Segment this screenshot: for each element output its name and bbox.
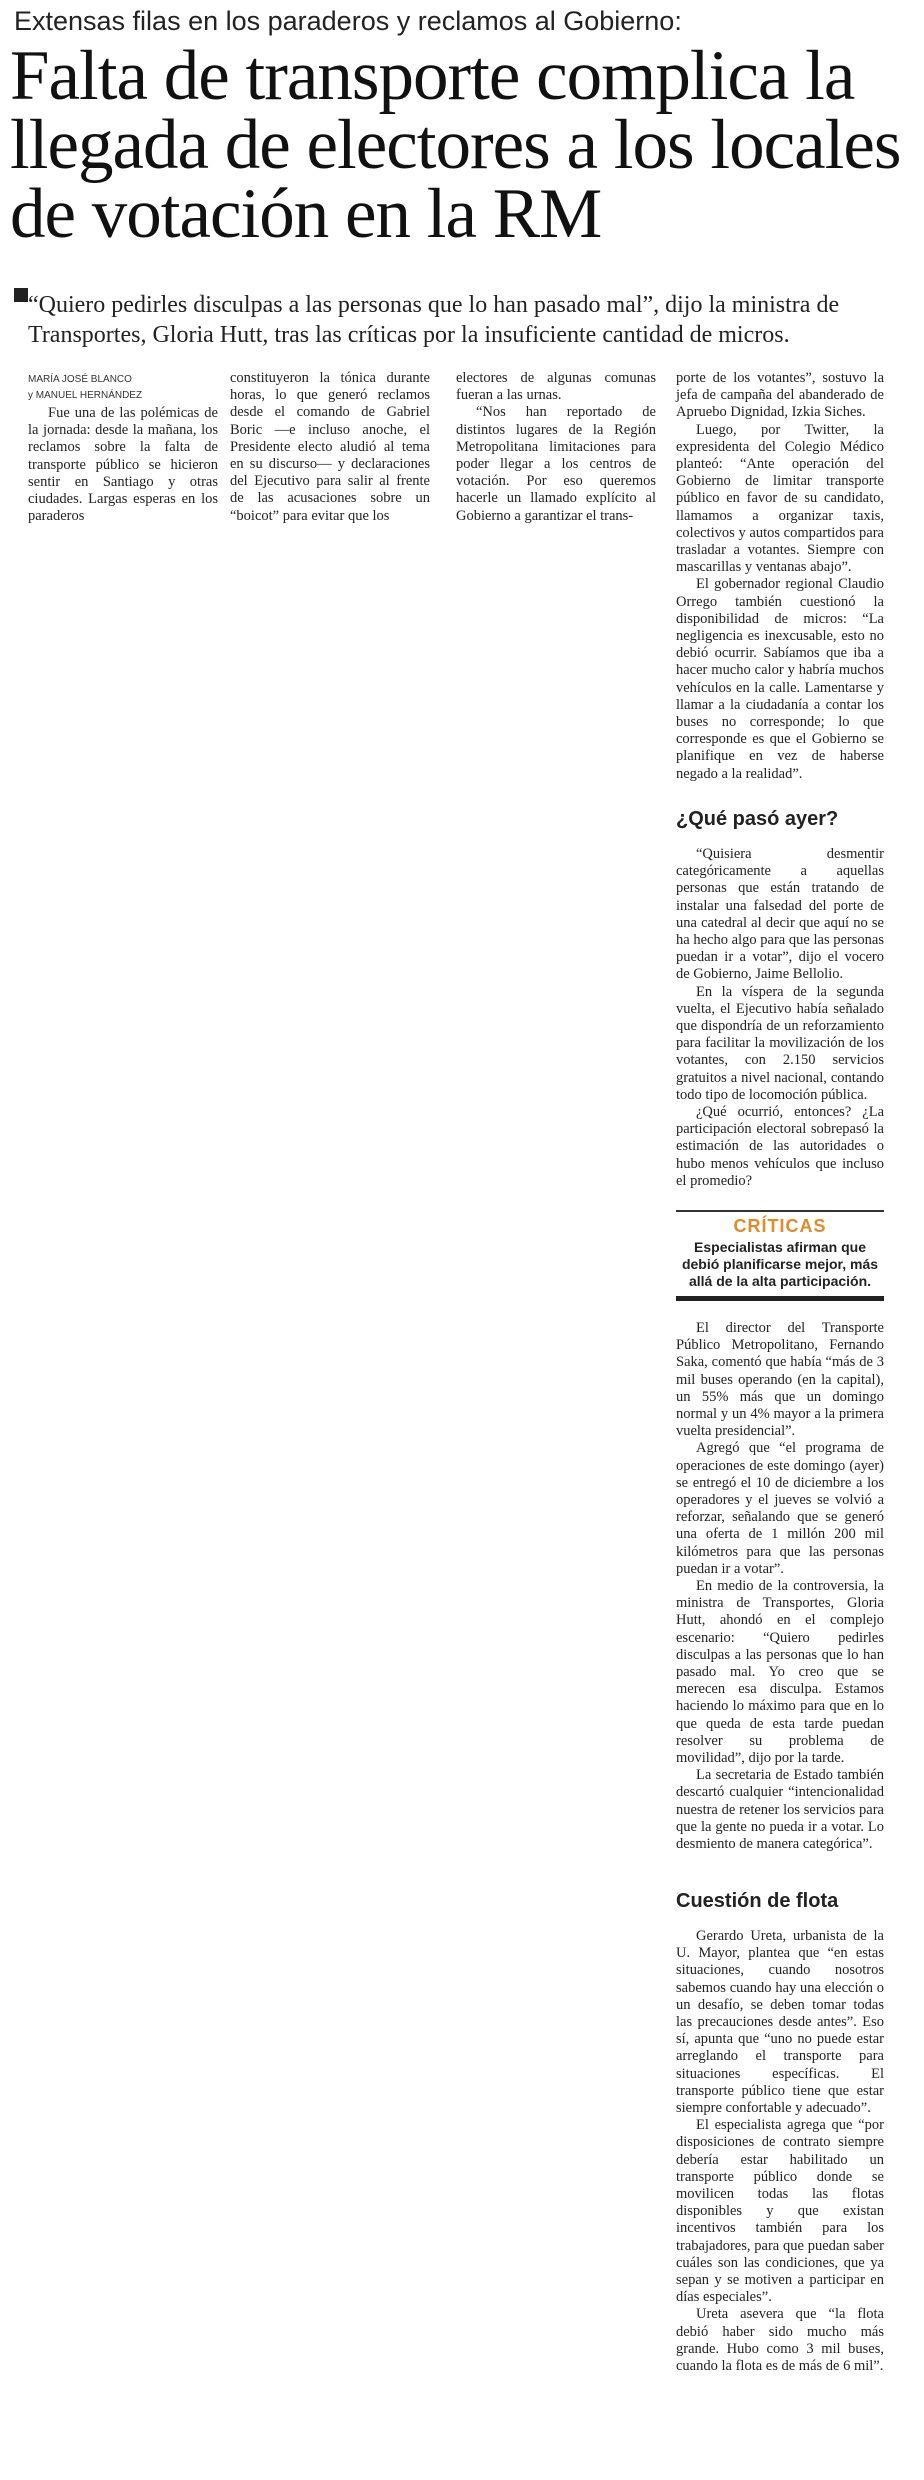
lead-quote: “Quiero pedirles disculpas a las personas que lo han pasado mal”, dijo la ministra de Transportes, Gloria Hutt, tras las críticas por la insuficiente cantidad de micros. xyxy=(28,292,840,348)
lead-bullet xyxy=(14,288,28,302)
paragraph: Agregó que “el programa de operaciones de este domingo (ayer) se entregó el 10 de diciembre a los operadores y el jueves se volvió a reforzar, señalando que se generó una oferta de 1 millón 200 mil kilómetros para que las personas puedan ir a votar”. xyxy=(676,1440,884,1577)
column-4-top xyxy=(676,370,884,783)
byline xyxy=(28,372,218,404)
box-tag: CRÍTICAS xyxy=(733,1216,827,1236)
column-4-middle xyxy=(676,846,884,1190)
paragraph: En la víspera de la segunda vuelta, el Ejecutivo había señalado que dispondría de un reforzamiento para facilitar la movilización de los votantes, con 2.150 servicios gratuitos a nivel nacional, contando todo tipo de locomoción pública. xyxy=(676,983,884,1103)
paragraph: El especialista agrega que “por disposiciones de contrato siempre debería estar habilitado un transporte público donde se movilicen todas las flotas disponibles y que existan incentivos también para los trabajadores, para que puedan saber cuáles son las condiciones, que ya sepan y se motiven a participar en días especiales”. xyxy=(676,2117,884,2306)
paragraph: constituyeron la tónica durante horas, lo que generó reclamos desde el comando de Gabriel Boric —e incluso anoche, el Presidente electo aludió al tema en su discurso— y declaraciones del Ejecutivo para salir al frente de las acusaciones sobre un “boicot” para evitar que los xyxy=(230,370,430,524)
paragraph: La secretaria de Estado también descartó cualquier “intencionalidad nuestra de retener los servicios para que la gente no pueda ir a votar. Lo desmiento de manera categórica”. xyxy=(676,1767,884,1853)
box-top-rule xyxy=(676,1210,884,1212)
criticas-box xyxy=(676,1210,884,1301)
subhead-que-paso: ¿Qué pasó ayer? xyxy=(676,808,839,830)
box-description: Especialistas afirman que debió planificarse mejor, más allá de la alta participación. xyxy=(681,1239,879,1289)
column-4-bottom xyxy=(676,1928,884,2375)
column-3 xyxy=(456,370,656,525)
headline: Falta de transporte complica la llegada de electores a los locales de votación en la RM xyxy=(10,37,901,253)
paragraph: “Quisiera desmentir categóricamente a aquellas personas que están tratando de instalar una falsedad del porte de una catedral al decir que aquí no se ha hecho algo para que las personas puedan ir a votar”, dijo el vocero de Gobierno, Jaime Bellolio. xyxy=(676,846,884,983)
column-4-lower xyxy=(676,1320,884,1853)
paragraph: Ureta asevera que “la flota debió haber sido mucho más grande. Hubo como 3 mil buses, cuando la flota es de más de 6 mil”. xyxy=(676,2306,884,2375)
paragraph: electores de algunas comunas fueran a las urnas. xyxy=(456,370,656,404)
paragraph: “Nos han reportado de distintos lugares de la Región Metropolitana limitaciones para poder llegar a los centros de votación. Por eso queremos hacerle un llamado explícito al Gobierno a garantizar el trans- xyxy=(456,404,656,524)
column-2 xyxy=(230,370,430,525)
paragraph: El director del Transporte Público Metropolitano, Fernando Saka, comentó que había “más de 3 mil buses operando (en la capital), un 55% más que un domingo normal y un 4% mayor a la primera vuelta presidencial”. xyxy=(676,1320,884,1440)
kicker: Extensas filas en los paraderos y reclamos al Gobierno: xyxy=(14,6,682,36)
byline-author-1: MARÍA JOSÉ BLANCO xyxy=(28,374,132,385)
paragraph: ¿Qué ocurrió, entonces? ¿La participación electoral sobrepasó la estimación de las autoridades o hubo menos vehículos que incluso el promedio? xyxy=(676,1104,884,1189)
subhead-cuestion-de-flota: Cuestión de flota xyxy=(676,1890,839,1912)
box-bottom-rule xyxy=(676,1296,884,1301)
paragraph: porte de los votantes”, sostuvo la jefa de campaña del abanderado de Apruebo Dignidad, Izkia Siches. xyxy=(676,370,884,421)
paragraph: Fue una de las polémicas de la jornada: desde la mañana, los reclamos sobre la falta de transporte público se hicieron sentir en Santiago y otras ciudades. Largas esperas en los paraderos xyxy=(28,405,218,525)
paragraph: Luego, por Twitter, la expresidenta del Colegio Médico planteó: “Ante operación del Gobierno de limitar transporte público en favor de su candidato, llamamos a organizar taxis, colectivos y autos compartidos para trasladar a votantes. Siempre con mascarillas y ventanas abajo”. xyxy=(676,421,884,576)
paragraph: El gobernador regional Claudio Orrego también cuestionó la disponibilidad de micros: “La negligencia es inexcusable, esto no debió ocurrir. Sabíamos que iba a hacer mucho calor y habría muchos vehículos en la calle. Lamentarse y llamar a la ciudadanía a contar los buses no corresponde; lo que corresponde es que el Gobierno se planifique en vez de haberse negado a la realidad”. xyxy=(676,576,884,782)
byline-author-2: y MANUEL HERNÁNDEZ xyxy=(28,390,143,401)
paragraph: Gerardo Ureta, urbanista de la U. Mayor, plantea que “en estas situaciones, cuando nosotros sabemos cuando hay una elección o un desafío, se deben tomar todas las precauciones desde antes”. Eso sí, apunta que “uno no puede estar arreglando el transporte para situaciones específicas. El transporte público tiene que estar siempre confortable y adecuado”. xyxy=(676,1928,884,2117)
paragraph: En medio de la controversia, la ministra de Transportes, Gloria Hutt, ahondó en el complejo escenario: “Quiero pedirles disculpas a las personas que lo han pasado mal. Yo creo que se merecen esa disculpa. Estamos haciendo lo máximo para que en lo que queda de esta tarde puedan resolver su problema de movilidad”, dijo por la tarde. xyxy=(676,1578,884,1767)
column-1 xyxy=(28,405,218,525)
